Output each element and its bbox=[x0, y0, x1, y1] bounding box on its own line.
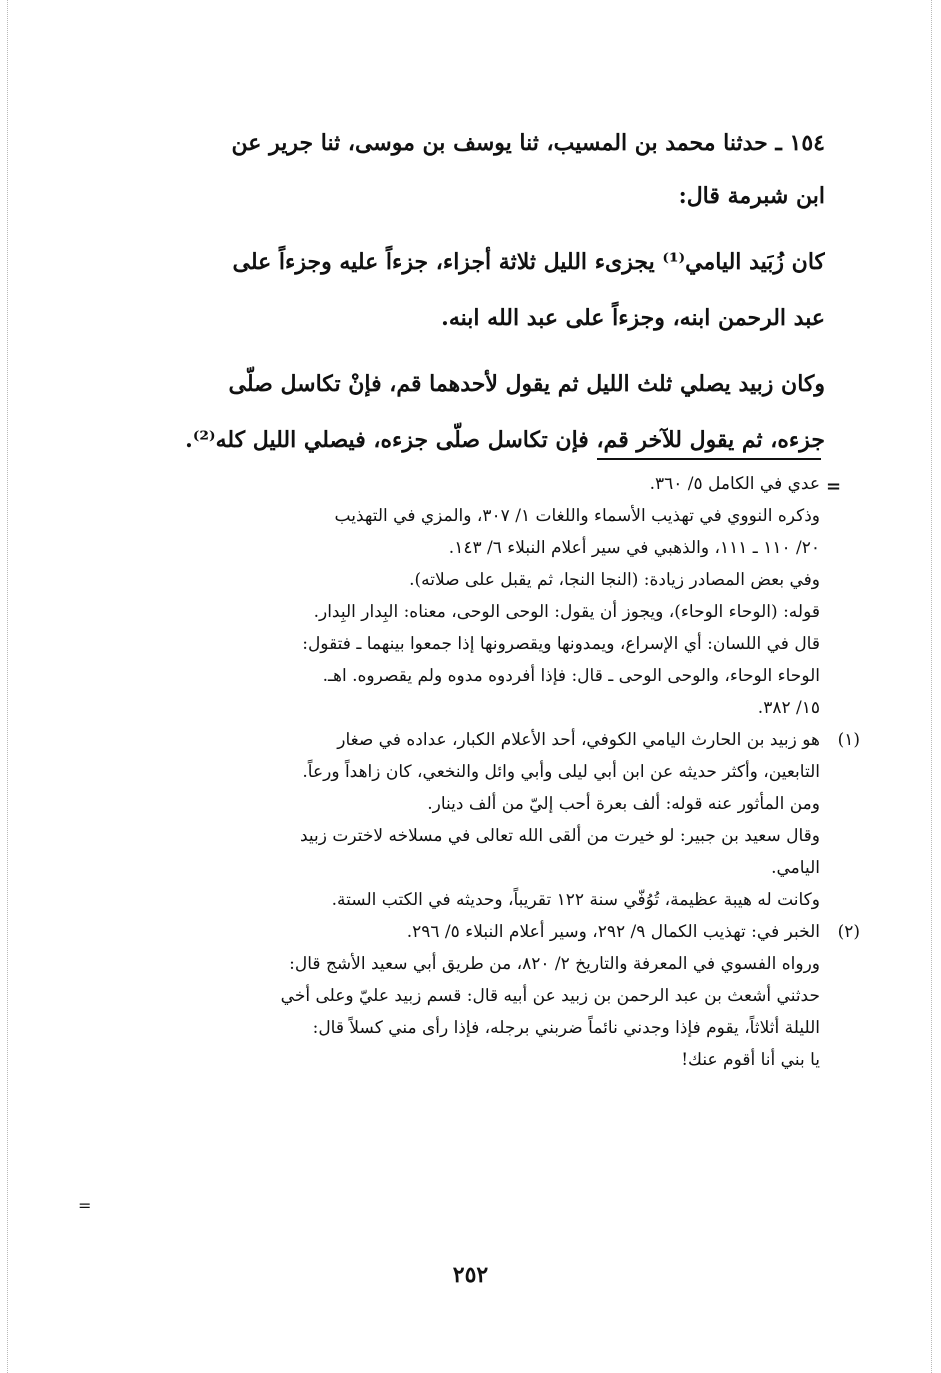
footnote-line: ورواه الفسوي في المعرفة والتاريخ ٢/ ٨٢٠، من طريق أبي سعيد الأشج قال: bbox=[289, 954, 820, 974]
footnotes bbox=[95, 468, 860, 1076]
hadith-line-6: جزءه، ثم يقول للآخر قم، فإن تكاسل صلّى جزءه، فيصلي الليل كله⁽²⁾. bbox=[185, 427, 825, 453]
footnote-line: وذكره النووي في تهذيب الأسماء واللغات ١/ ٣٠٧، والمزي في التهذيب bbox=[334, 506, 820, 526]
footnote-line: ٢٠/ ١١٠ ـ ١١١، والذهبي في سير أعلام النبلاء ٦/ ١٤٣. bbox=[448, 538, 820, 558]
footnote-line: وكانت له هيبة عظيمة، تُوُفّي سنة ١٢٢ تقريباً، وحديثه في الكتب الستة. bbox=[331, 890, 820, 910]
footnote-2-marker: (٢) bbox=[837, 922, 860, 942]
footnote-1 bbox=[95, 724, 860, 916]
footnote-line: وقال سعيد بن جبير: لو خيرت من ألقى الله تعالى في مسلاخه لاخترت زبيد bbox=[299, 826, 820, 846]
footnote-line: وفي بعض المصادر زيادة: (النجا النجا، ثم يقبل على صلاته). bbox=[409, 570, 820, 590]
left-margin-dots bbox=[7, 0, 8, 1373]
footnote-line: قال في اللسان: أي الإسراع، ويمدونها ويقصرونها إذا جمعوا بينهما ـ فتقول: bbox=[302, 634, 820, 654]
footnote-line: الليلة أثلاثاً، يقوم فإذا وجدني نائماً ضربني برجله، فإذا رأى مني كسلاً قال: bbox=[312, 1018, 820, 1038]
footnote-end-mark: = bbox=[78, 1196, 92, 1215]
footnote-1-marker: (١) bbox=[837, 730, 860, 750]
footnote-2 bbox=[95, 916, 860, 1076]
hadith-number: ١٥٤ bbox=[789, 130, 825, 156]
hadith-line-5: وكان زبيد يصلي ثلث الليل ثم يقول لأحدهما قم، فإنْ تكاسل صلّى bbox=[228, 371, 825, 397]
footnote-line: الخبر في: تهذيب الكمال ٩/ ٢٩٢، وسير أعلام النبلاء ٥/ ٢٩٦. bbox=[406, 922, 820, 942]
footnote-line: التابعين، وأكثر حديثه عن ابن أبي ليلى وأبي وائل والنخعي، كان زاهداً ورعاً. bbox=[302, 762, 820, 782]
footnote-line: ومن المأثور عنه قوله: ألف بعرة أحب إليّ من ألف دينار. bbox=[427, 794, 820, 814]
page-number: ٢٥٢ bbox=[452, 1262, 489, 1288]
footnote-line: ١٥/ ٣٨٢. bbox=[757, 698, 820, 718]
footnote-line: الوحاء الوحاء، والوحى الوحى ـ قال: فإذا أفردوه مدوه ولم يقصروه. اهـ. bbox=[322, 666, 820, 686]
hadith-line-2: ابن شبرمة قال: bbox=[678, 183, 825, 209]
hadith-line-3: كان زُبَيد اليامي⁽¹⁾ يجزىء الليل ثلاثة أجزاء، جزءاً عليه وجزءاً على bbox=[232, 249, 825, 275]
footnote-separator bbox=[597, 458, 821, 460]
right-margin-dots bbox=[931, 0, 932, 1373]
footnote-continuation-mark: = bbox=[826, 476, 842, 497]
footnote-line: اليامي. bbox=[771, 858, 820, 878]
main-text bbox=[95, 118, 825, 468]
hadith-line-1: ١٥٤ ـ حدثنا محمد بن المسيب، ثنا يوسف بن موسى، ثنا جرير عن bbox=[231, 130, 825, 156]
footnote-line: هو زبيد بن الحارث اليامي الكوفي، أحد الأعلام الكبار، عداده في صغار bbox=[337, 730, 820, 750]
hadith-line-4: عبد الرحمن ابنه، وجزءاً على عبد الله ابنه. bbox=[441, 305, 825, 331]
footnote-line: قوله: (الوحاء الوحاء)، ويجوز أن يقول: الوحى الوحى، معناه: البِدار البِدار. bbox=[313, 602, 820, 622]
footnote-line: عدي في الكامل ٥/ ٣٦٠. bbox=[649, 474, 820, 494]
footnote-line: حدثني أشعث بن عبد الرحمن بن زبيد عن أبيه قال: قسم زبيد عليّ وعلى أخي bbox=[280, 986, 820, 1006]
footnote-line: يا بني أنا أقوم عنك! bbox=[681, 1050, 820, 1070]
